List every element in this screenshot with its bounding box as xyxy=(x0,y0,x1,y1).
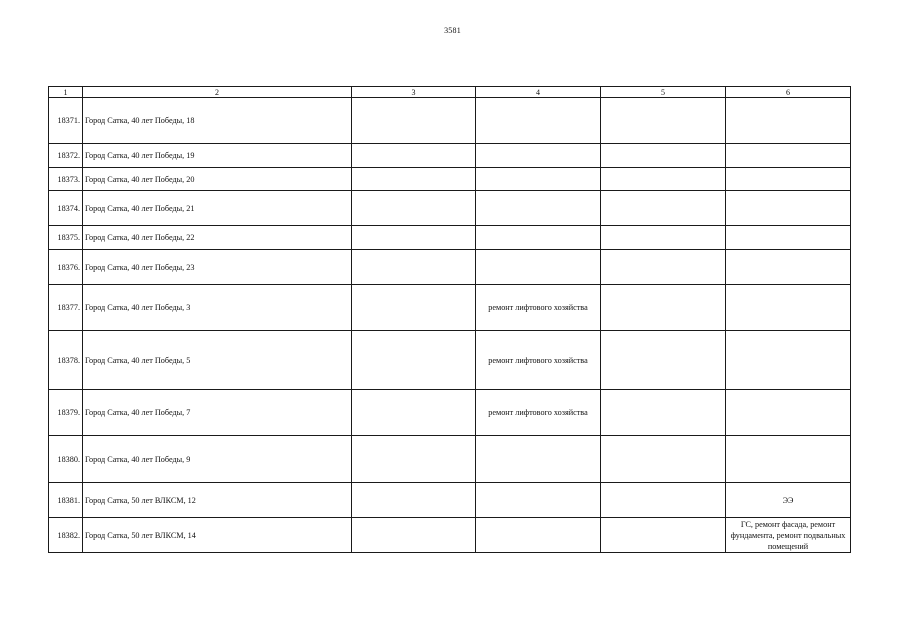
col6-cell xyxy=(726,168,851,191)
col6-cell xyxy=(726,436,851,483)
row-number: 18374. xyxy=(49,191,83,226)
address-cell: Город Сатка, 50 лет ВЛКСМ, 14 xyxy=(83,518,352,553)
col6-cell: ГС, ремонт фасада, ремонт фундамента, ремонт подвальных помещений xyxy=(726,518,851,553)
header-row xyxy=(49,87,851,98)
col3-cell xyxy=(352,518,476,553)
col3-cell xyxy=(352,331,476,390)
address-cell: Город Сатка, 50 лет ВЛКСМ, 12 xyxy=(83,483,352,518)
col5-cell xyxy=(601,98,726,144)
work-type-cell xyxy=(476,191,601,226)
col6-cell: ЭЭ xyxy=(726,483,851,518)
address-cell: Город Сатка, 40 лет Победы, 3 xyxy=(83,285,352,331)
col5-cell xyxy=(601,226,726,250)
work-type-cell xyxy=(476,518,601,553)
row-number: 18382. xyxy=(49,518,83,553)
row-number: 18375. xyxy=(49,226,83,250)
col3-cell xyxy=(352,436,476,483)
col6-cell xyxy=(726,331,851,390)
table-row xyxy=(49,98,851,144)
col6-cell xyxy=(726,191,851,226)
row-number: 18381. xyxy=(49,483,83,518)
col5-cell xyxy=(601,518,726,553)
col3-cell xyxy=(352,250,476,285)
col3-cell xyxy=(352,191,476,226)
table-row xyxy=(49,191,851,226)
work-type-cell xyxy=(476,144,601,168)
address-cell: Город Сатка, 40 лет Победы, 21 xyxy=(83,191,352,226)
address-cell: Город Сатка, 40 лет Победы, 7 xyxy=(83,390,352,436)
row-number: 18372. xyxy=(49,144,83,168)
address-cell: Город Сатка, 40 лет Победы, 22 xyxy=(83,226,352,250)
work-type-cell: ремонт лифтового хозяйства xyxy=(476,285,601,331)
col5-cell xyxy=(601,390,726,436)
col6-cell xyxy=(726,390,851,436)
col5-cell xyxy=(601,168,726,191)
col5-cell xyxy=(601,331,726,390)
col5-cell xyxy=(601,144,726,168)
col3-cell xyxy=(352,285,476,331)
address-cell: Город Сатка, 40 лет Победы, 18 xyxy=(83,98,352,144)
work-type-cell xyxy=(476,250,601,285)
row-number: 18377. xyxy=(49,285,83,331)
table-row xyxy=(49,483,851,518)
work-type-cell: ремонт лифтового хозяйства xyxy=(476,331,601,390)
work-type-cell xyxy=(476,168,601,191)
address-cell: Город Сатка, 40 лет Победы, 20 xyxy=(83,168,352,191)
work-type-cell xyxy=(476,98,601,144)
col3-cell xyxy=(352,483,476,518)
row-number: 18380. xyxy=(49,436,83,483)
col5-cell xyxy=(601,436,726,483)
col3-cell xyxy=(352,390,476,436)
table-row xyxy=(49,518,851,553)
address-cell: Город Сатка, 40 лет Победы, 5 xyxy=(83,331,352,390)
row-number: 18376. xyxy=(49,250,83,285)
column-header: 4 xyxy=(476,87,601,98)
work-type-cell xyxy=(476,436,601,483)
row-number: 18373. xyxy=(49,168,83,191)
column-header: 2 xyxy=(83,87,352,98)
row-number: 18378. xyxy=(49,331,83,390)
col5-cell xyxy=(601,483,726,518)
row-number: 18371. xyxy=(49,98,83,144)
col3-cell xyxy=(352,226,476,250)
address-cell: Город Сатка, 40 лет Победы, 19 xyxy=(83,144,352,168)
col3-cell xyxy=(352,144,476,168)
table-row xyxy=(49,331,851,390)
col6-cell xyxy=(726,285,851,331)
col6-cell xyxy=(726,226,851,250)
table-row xyxy=(49,226,851,250)
table-row xyxy=(49,285,851,331)
register-table xyxy=(48,86,851,553)
col3-cell xyxy=(352,98,476,144)
col6-cell xyxy=(726,144,851,168)
column-header: 1 xyxy=(49,87,83,98)
page-number: 3581 xyxy=(444,26,461,35)
col6-cell xyxy=(726,98,851,144)
address-cell: Город Сатка, 40 лет Победы, 9 xyxy=(83,436,352,483)
col3-cell xyxy=(352,168,476,191)
work-type-cell: ремонт лифтового хозяйства xyxy=(476,390,601,436)
work-type-cell xyxy=(476,226,601,250)
work-type-cell xyxy=(476,483,601,518)
column-header: 5 xyxy=(601,87,726,98)
address-cell: Город Сатка, 40 лет Победы, 23 xyxy=(83,250,352,285)
table-row xyxy=(49,144,851,168)
row-number: 18379. xyxy=(49,390,83,436)
col6-cell xyxy=(726,250,851,285)
table-row xyxy=(49,436,851,483)
table-row xyxy=(49,390,851,436)
column-header: 6 xyxy=(726,87,851,98)
column-header: 3 xyxy=(352,87,476,98)
table-row xyxy=(49,250,851,285)
col5-cell xyxy=(601,250,726,285)
table-row xyxy=(49,168,851,191)
col5-cell xyxy=(601,285,726,331)
col5-cell xyxy=(601,191,726,226)
